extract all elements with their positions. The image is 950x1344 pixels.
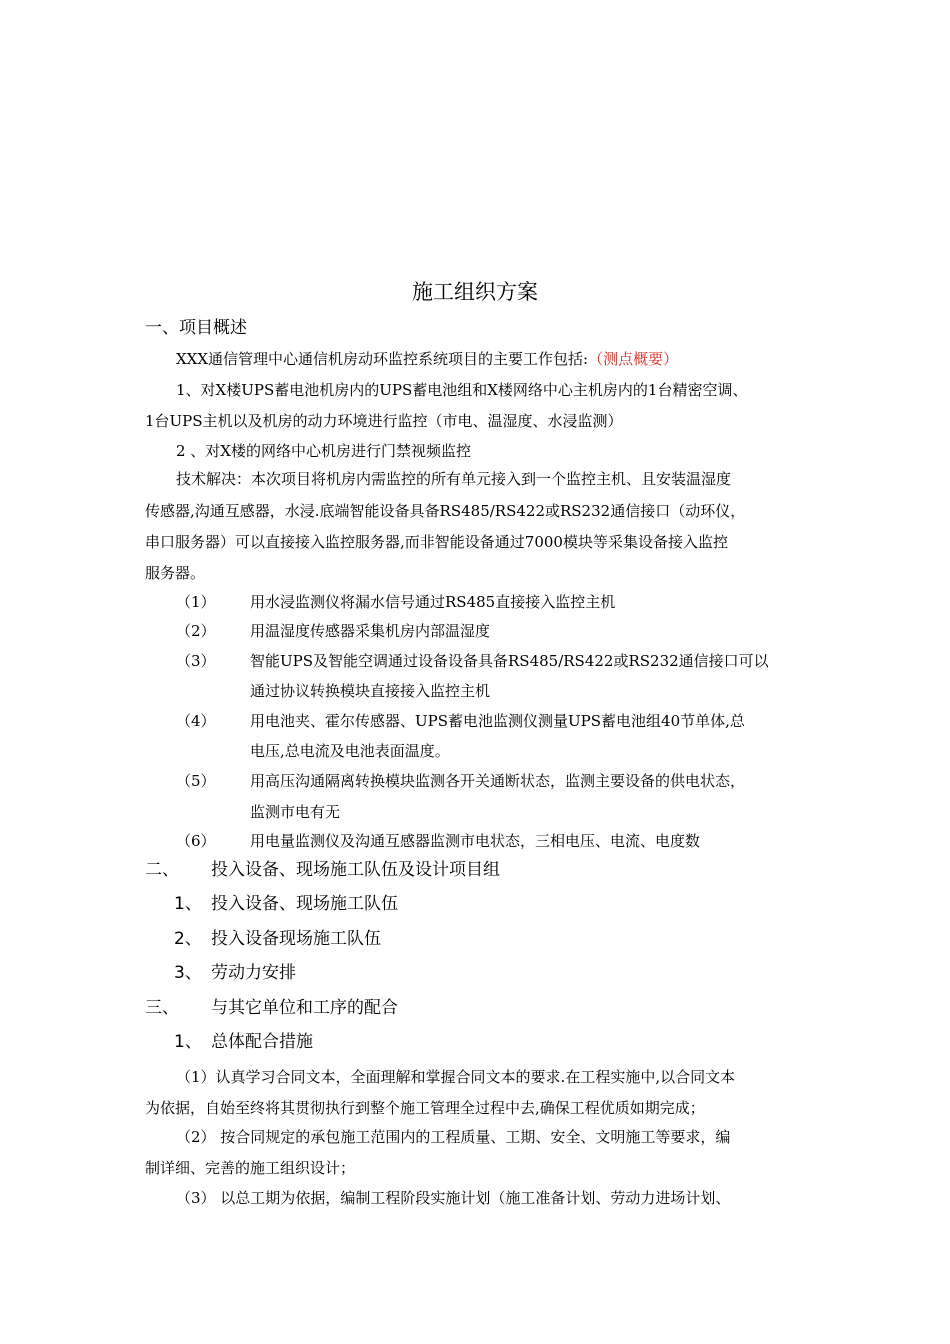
section-2-sub-2-text: 投入设备现场施工队伍 — [211, 929, 381, 949]
section-3-sub-1-text: 总体配合措施 — [211, 1032, 313, 1052]
tech-line-2: 传感器,沟通互感器，水浸.底端智能设备具备RS485/RS422或RS232通信接口（动环仪， — [145, 502, 746, 520]
measure-1-line-2: 为依据，自始至终将其贯彻执行到整个施工管理全过程中去,确保工程优质如期完成； — [145, 1099, 705, 1117]
section-3-sub-1-num: 1、 — [174, 1032, 202, 1052]
section-2-sub-1-text: 投入设备、现场施工队伍 — [211, 894, 398, 914]
list-item-5-num: （5） — [176, 772, 216, 790]
list-item-4-text: 用电池夹、霍尔传感器、UPS蓄电池监测仪测量UPS蓄电池组40节单体,总 — [250, 712, 745, 730]
tech-line-4: 服务器。 — [145, 564, 206, 582]
item-1-line-1: 1、对X楼UPS蓄电池机房内的UPS蓄电池组和X楼网络中心主机房内的1台精密空调、 — [176, 381, 748, 399]
list-item-1-text: 用水浸监测仪将漏水信号通过RS485直接接入监控主机 — [250, 593, 616, 611]
document-title: 施工组织方案 — [412, 280, 538, 304]
measure-2-line-1: （2） 按合同规定的承包施工范围内的工程质量、工期、安全、文明施工等要求，编 — [176, 1128, 731, 1146]
section-2-sub-3-text: 劳动力安排 — [211, 963, 296, 983]
list-item-3-text: 智能UPS及智能空调通过设备设备具备RS485/RS422或RS232通信接口可以 — [250, 652, 769, 670]
list-item-3-num: （3） — [176, 652, 216, 670]
list-item-6-num: （6） — [176, 832, 216, 850]
intro-text: XXX通信管理中心通信机房动环监控系统项目的主要工作包括: — [176, 350, 589, 368]
section-1-heading: 一、项目概述 — [145, 318, 247, 338]
section-1-intro — [176, 348, 678, 370]
section-2-sub-2-num: 2、 — [174, 929, 202, 949]
list-item-6-text: 用电量监测仪及沟通互感器监测市电状态，三相电压、电流、电度数 — [250, 832, 701, 850]
measure-2-line-2: 制详细、完善的施工组织设计； — [145, 1159, 356, 1177]
section-2-heading: 投入设备、现场施工队伍及设计项目组 — [211, 860, 500, 880]
section-2-sub-1-num: 1、 — [174, 894, 202, 914]
list-item-2-num: （2） — [176, 622, 216, 640]
intro-note: （测点概要） — [588, 350, 679, 368]
list-item-2-text: 用温湿度传感器采集机房内部温湿度 — [250, 622, 491, 640]
section-3-num: 三、 — [145, 998, 179, 1018]
list-item-5-text-cont: 监测市电有无 — [250, 803, 341, 821]
tech-line-1: 技术解决：本次项目将机房内需监控的所有单元接入到一个监控主机、且安装温湿度 — [176, 470, 732, 488]
list-item-3-text-cont: 通过协议转换模块直接接入监控主机 — [250, 682, 491, 700]
measure-1-line-1: （1）认真学习合同文本，全面理解和掌握合同文本的要求.在工程实施中,以合同文本 — [176, 1068, 736, 1086]
list-item-4-num: （4） — [176, 712, 216, 730]
section-2-num: 二、 — [145, 860, 179, 880]
list-item-4-text-cont: 电压,总电流及电池表面温度。 — [250, 742, 450, 760]
tech-line-3: 串口服务器）可以直接接入监控服务器,而非智能设备通过7000模块等采集设备接入监控 — [145, 533, 728, 551]
item-1-line-2: 1台UPS主机以及机房的动力环境进行监控（市电、温湿度、水浸监测） — [145, 412, 623, 430]
measure-3-line-1: （3） 以总工期为依据，编制工程阶段实施计划（施工准备计划、劳动力进场计划、 — [176, 1189, 731, 1207]
section-2-sub-3-num: 3、 — [174, 963, 202, 983]
section-3-heading: 与其它单位和工序的配合 — [211, 998, 398, 1018]
list-item-1-num: （1） — [176, 593, 216, 611]
item-2: 2 、对X楼的网络中心机房进行门禁视频监控 — [176, 442, 471, 460]
list-item-5-text: 用高压沟通隔离转换模块监测各开关通断状态，监测主要设备的供电状态， — [250, 772, 746, 790]
